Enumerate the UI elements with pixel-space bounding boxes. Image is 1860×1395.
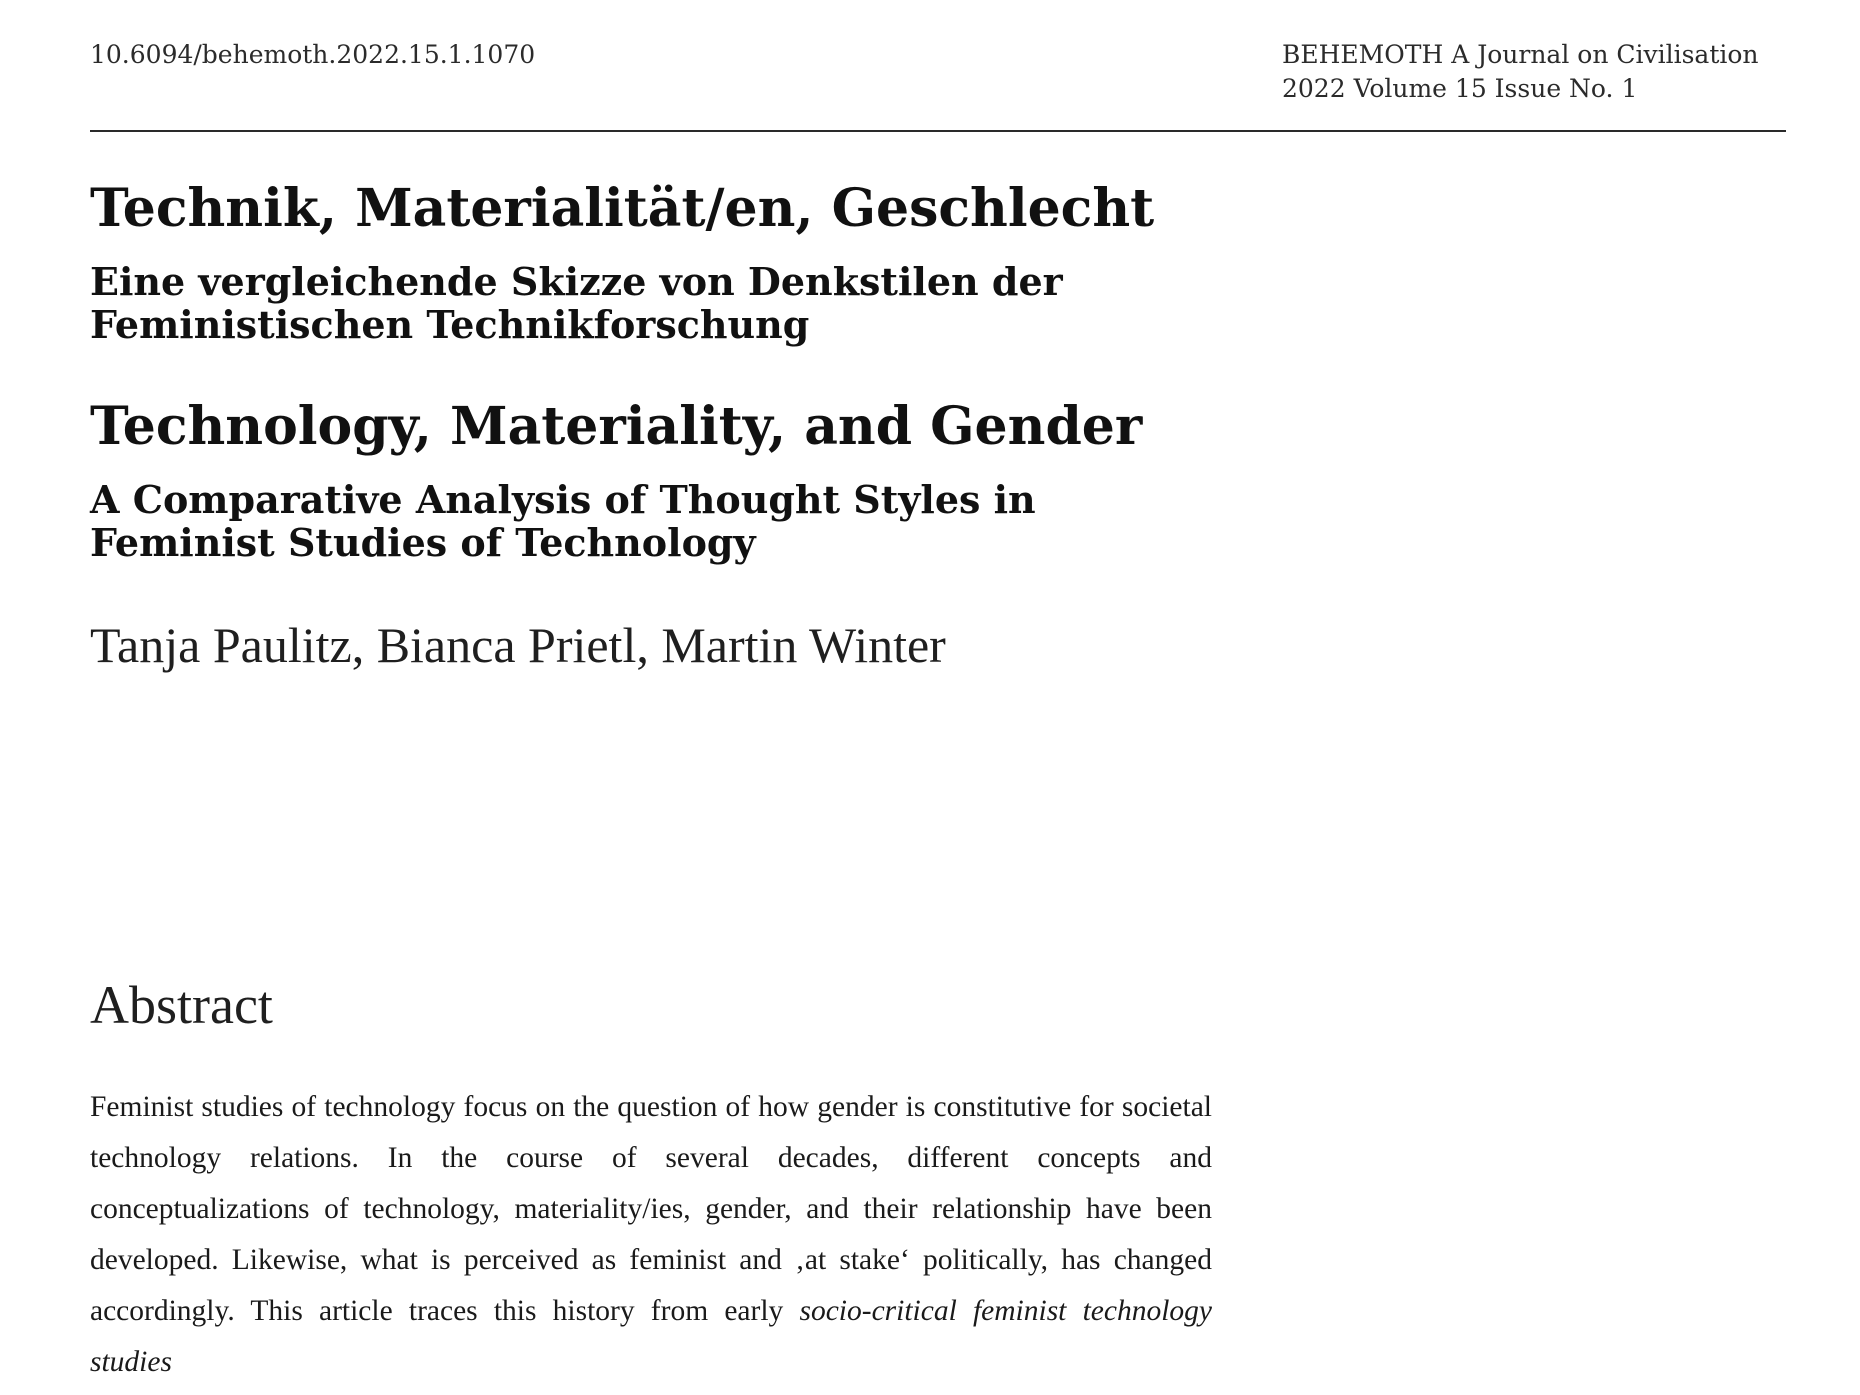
abstract-heading: Abstract (90, 975, 273, 1035)
journal-info (1282, 38, 1759, 106)
journal-issue: 2022 Volume 15 Issue No. 1 (1282, 74, 1638, 103)
title-german: Technik, Materialität/en, Geschlecht (90, 178, 1155, 239)
subtitle-german: Eine vergleichende Skizze von Denkstilen der Feministischen Technikforschung (90, 259, 1063, 347)
title-english: Technology, Materiality, and Gender (90, 396, 1143, 457)
header-divider (90, 130, 1786, 132)
doi: 10.6094/behemoth.2022.15.1.1070 (90, 40, 536, 69)
authors: Tanja Paulitz, Bianca Prietl, Martin Winter (90, 617, 946, 673)
abstract-text-part: Feminist studies of technology focus on the question of how gender is constitutive for societal technology relations. In the course of several decades, different concepts and conceptualizations of technology, materiality/ies, gender, and their relationship have been developed. Likewise, what is perceived as feminist and ‚at stake‘ politically, has changed accordingly. This article traces this history from early (90, 1091, 1212, 1327)
abstract-text (90, 1082, 1212, 1388)
abstract-text-italic: socio-critical feminist technology studies (90, 1295, 1212, 1378)
subtitle-english: A Comparative Analysis of Thought Styles in Feminist Studies of Technology (90, 477, 1036, 565)
journal-name: BEHEMOTH A Journal on Civilisation (1282, 40, 1759, 69)
